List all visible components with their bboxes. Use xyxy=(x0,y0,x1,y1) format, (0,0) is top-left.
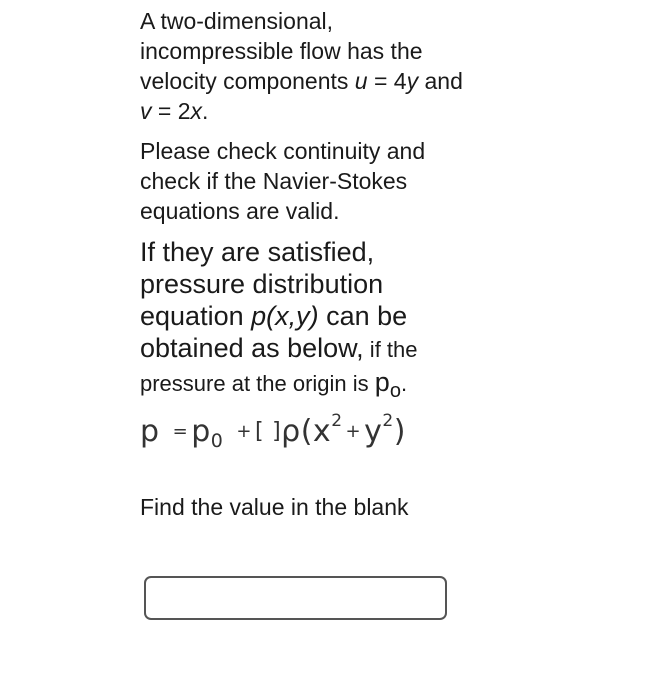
text-segment: . xyxy=(202,98,209,124)
eq-p: p xyxy=(140,414,160,449)
var-y: y xyxy=(406,68,419,94)
eq-plus: + xyxy=(345,421,362,442)
eq-blank-close: ] xyxy=(272,419,282,444)
text-segment: = 2 xyxy=(151,98,191,124)
text-segment: . xyxy=(400,371,408,396)
eq-y-exponent: 2 xyxy=(382,411,394,431)
text-segment: and xyxy=(418,68,463,94)
eq-blank-open: [ xyxy=(254,419,265,444)
text-segment: A two-dimensional, incompressible flow has the velocity components xyxy=(140,8,423,94)
answer-input[interactable] xyxy=(144,576,447,620)
continuity-instruction: Please check continuity and check if the Navier-Stokes equations are valid. xyxy=(140,138,426,224)
var-pxy: p(x,y) xyxy=(251,301,319,331)
eq-paren-close: ) xyxy=(393,414,406,449)
eq-x: x xyxy=(312,414,332,449)
flow-description xyxy=(140,6,480,126)
eq-p0-subscript: 0 xyxy=(210,430,224,452)
var-po: p xyxy=(374,367,390,397)
var-u: u xyxy=(354,68,368,94)
eq-y: y xyxy=(364,414,383,449)
eq-rho: ρ xyxy=(281,414,301,449)
problem-statement xyxy=(140,6,480,401)
pressure-equation xyxy=(140,411,406,452)
question-prompt: Find the value in the blank xyxy=(140,494,409,520)
var-x: x xyxy=(190,98,203,124)
eq-equals: = xyxy=(172,421,189,442)
eq-x-exponent: 2 xyxy=(331,411,343,431)
text-segment: If they are satisfied, pressure distribution equation xyxy=(140,237,384,331)
eq-plus: + xyxy=(236,421,252,442)
var-v: v xyxy=(140,98,152,124)
eq-p0: p xyxy=(191,414,211,449)
var-po-subscript: o xyxy=(389,380,401,402)
pressure-description xyxy=(140,236,480,401)
text-segment: if the pressure at the origin is xyxy=(140,337,418,396)
eq-paren-open: ( xyxy=(300,414,313,449)
text-segment: can be obtained as below, xyxy=(140,301,408,363)
text-segment: = 4 xyxy=(367,68,407,94)
